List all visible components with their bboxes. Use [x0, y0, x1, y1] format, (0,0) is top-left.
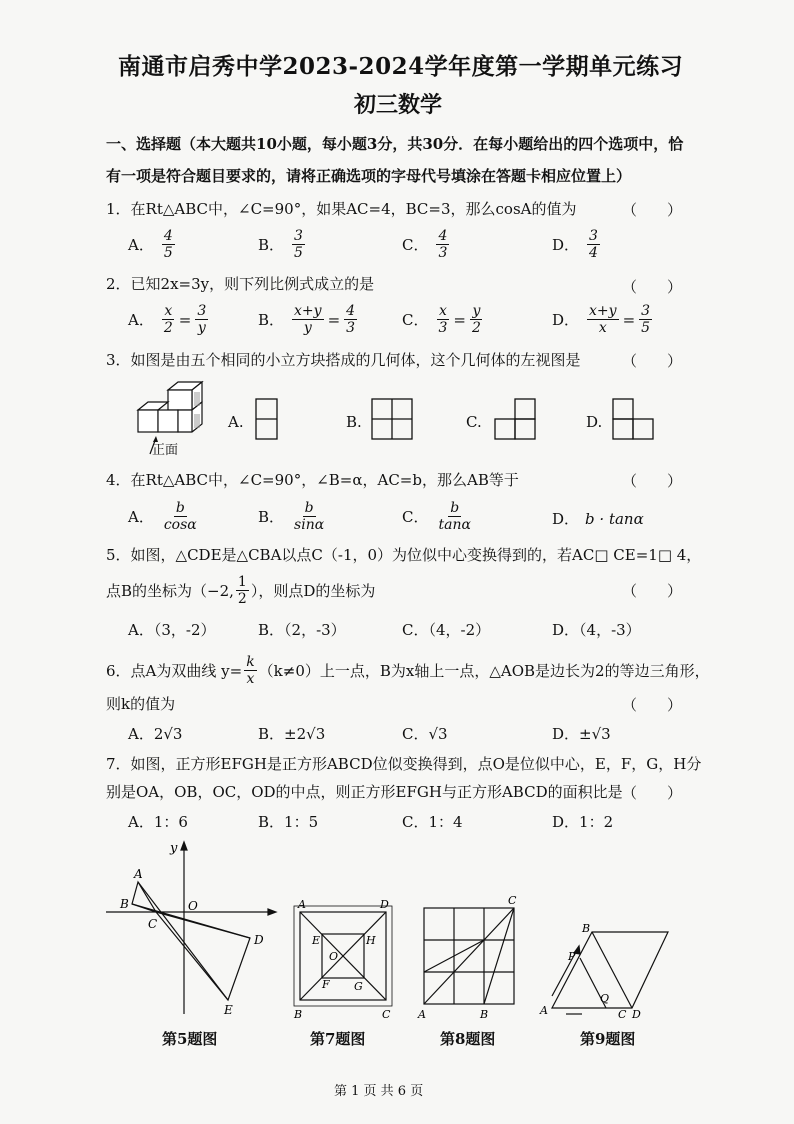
- q6-line1: 6．点A为双曲线 y= $\frac{k}{x}$ （k≠0）上一点，B为x轴上一点，△AOB是边长为2的等边三角形，: [106, 654, 710, 687]
- q7-line2: 别是OA，OB，OC，OD的中点，则正方形EFGH与正方形ABCD的面积比是: [106, 783, 623, 801]
- q6-option-b: B．±2√3: [258, 725, 326, 743]
- q7-option-c: C．1：4: [402, 813, 463, 831]
- fig9-label-d: D: [632, 1008, 641, 1021]
- q3-option-c-label: C.: [466, 413, 482, 431]
- q5-option-d: D．（4，-3）: [552, 621, 641, 639]
- fig7-label-d: D: [380, 898, 389, 911]
- q4-option-a: A． $\frac{b}{\cos\alpha}$: [128, 500, 197, 533]
- fig5-label-c: C: [148, 917, 158, 931]
- q3-option-b-shape: [371, 398, 415, 442]
- q5-line1: 5．如图，△CDE是△CBA以点C（-1，0）为位似中心变换得到的，若AC□ CE=1□ 4，: [106, 546, 702, 564]
- q5-answer-paren: （ ）: [622, 582, 683, 600]
- fig5-label-b: B: [120, 897, 129, 911]
- q7-answer-paren: （ ）: [622, 784, 683, 802]
- fig9-label-a: A: [540, 1004, 548, 1017]
- fig9-label-q: Q: [600, 992, 610, 1005]
- q1-answer-paren: （ ）: [622, 201, 683, 219]
- q6-line2: 则k的值为: [106, 695, 176, 713]
- q7-option-a: A．1：6: [128, 813, 188, 831]
- q3-option-a-shape: [255, 398, 279, 442]
- section-intro-line2: 有一项是符合题目要求的，请将正确选项的字母代号填涂在答题卡相应位置上）: [106, 167, 632, 185]
- q1-option-c: C． $\frac{4}{3}$: [402, 228, 448, 261]
- figure-8: [416, 892, 526, 1022]
- page-number: 第 1 页 共 6 页: [334, 1084, 424, 1099]
- fig5-label-d: D: [254, 933, 264, 947]
- q5-option-b: B．（2，-3）: [258, 621, 346, 639]
- fig5-label-a: A: [134, 867, 143, 881]
- q3-option-a-label: A.: [228, 413, 244, 431]
- q3-answer-paren: （ ）: [622, 352, 683, 370]
- fig9-label-p: P: [568, 950, 576, 963]
- q4-option-c: C． $\frac{b}{\tan\alpha}$: [402, 500, 471, 533]
- q1-option-d: D． $\frac{3}{4}$: [552, 228, 598, 261]
- q7-option-d: D．1：2: [552, 813, 614, 831]
- q3-option-c-shape: [494, 398, 538, 442]
- fig8-label-a: A: [418, 1008, 426, 1021]
- figure-8-caption: 第8题图: [440, 1030, 496, 1048]
- q7-line1: 7．如图，正方形EFGH是正方形ABCD位似变换得到，点O是位似中心，E，F，G，H分: [106, 755, 702, 773]
- q5-option-a: A．（3，-2）: [128, 621, 216, 639]
- fig7-label-o: O: [329, 950, 339, 963]
- page-title: 南通市启秀中学2023-2024学年度第一学期单元练习: [118, 53, 684, 80]
- figure-9-caption: 第9题图: [580, 1030, 636, 1048]
- q2-answer-paren: （ ）: [622, 278, 683, 296]
- fig5-label-o: O: [188, 899, 198, 913]
- fig5-label-e: E: [224, 1003, 233, 1017]
- q3-text: 3．如图是由五个相同的小立方块搭成的几何体，这个几何体的左视图是: [106, 351, 581, 369]
- q6-option-a: A．2√3: [128, 725, 183, 743]
- q3-option-b-label: B.: [346, 413, 362, 431]
- fig7-label-f: F: [322, 978, 330, 991]
- q6-answer-paren: （ ）: [622, 696, 683, 714]
- fig7-label-g: G: [354, 980, 363, 993]
- fig7-label-h: H: [366, 934, 376, 947]
- fig7-label-e: E: [312, 934, 321, 947]
- q4-text: 4．在Rt△ABC中，∠C=90°，∠B=α，AC=b，那么AB等于: [106, 471, 519, 489]
- q2-option-c: C． $\frac{x}{3}$ = $\frac{y}{2}$: [402, 303, 481, 336]
- q4-option-b: B． $\frac{b}{\sin\alpha}$: [258, 500, 325, 533]
- q1-option-b: B． $\frac{3}{5}$: [258, 228, 303, 261]
- figure-7: [292, 898, 396, 1022]
- figure-7-caption: 第7题图: [310, 1030, 366, 1048]
- q6-option-d: D．±√3: [552, 725, 611, 743]
- q2-text: 2．已知2x=3y，则下列比例式成立的是: [106, 275, 375, 293]
- q1-text: 1．在Rt△ABC中，∠C=90°，如果AC=4，BC=3，那么cosA的值为: [106, 200, 577, 218]
- q3-front-label: 正面: [152, 443, 179, 458]
- figure-9: [538, 918, 678, 1022]
- figure-5-caption: 第5题图: [162, 1030, 218, 1048]
- fig9-label-b: B: [582, 922, 591, 935]
- q4-option-d: D． b · tanα: [552, 509, 644, 528]
- section-intro-line1: 一、选择题（本大题共10小题，每小题3分，共30分．在每小题给出的四个选项中，恰: [106, 135, 684, 153]
- q2-option-a: A． $\frac{x}{2}$ = $\frac{3}{y}$: [128, 303, 207, 336]
- fig7-label-b: B: [294, 1008, 303, 1021]
- q5-option-c: C．（4，-2）: [402, 621, 491, 639]
- q6-option-c: C．√3: [402, 725, 448, 743]
- fig8-label-c: C: [508, 894, 517, 907]
- q7-option-b: B．1：5: [258, 813, 319, 831]
- page-subtitle: 初三数学: [354, 92, 443, 118]
- q2-option-d: D． $\frac{x+y}{x}$ = $\frac{3}{5}$: [552, 303, 651, 336]
- figure-5: [104, 838, 286, 1022]
- q2-option-b: B． $\frac{x+y}{y}$ = $\frac{4}{3}$: [258, 303, 356, 336]
- fig7-label-a: A: [298, 898, 306, 911]
- q4-answer-paren: （ ）: [622, 472, 683, 490]
- fig9-label-c: C: [618, 1008, 627, 1021]
- q3-option-d-label: D.: [586, 413, 603, 431]
- fig8-label-b: B: [480, 1008, 489, 1021]
- q5-line2: 点B的坐标为（−2, $\frac{1}{2}$ ），则点D的坐标为: [106, 574, 376, 607]
- fig5-label-y: y: [170, 841, 178, 856]
- fig7-label-c: C: [382, 1008, 391, 1021]
- q3-option-d-shape: [612, 398, 656, 442]
- q1-option-a: A． $\frac{4}{5}$: [128, 228, 173, 261]
